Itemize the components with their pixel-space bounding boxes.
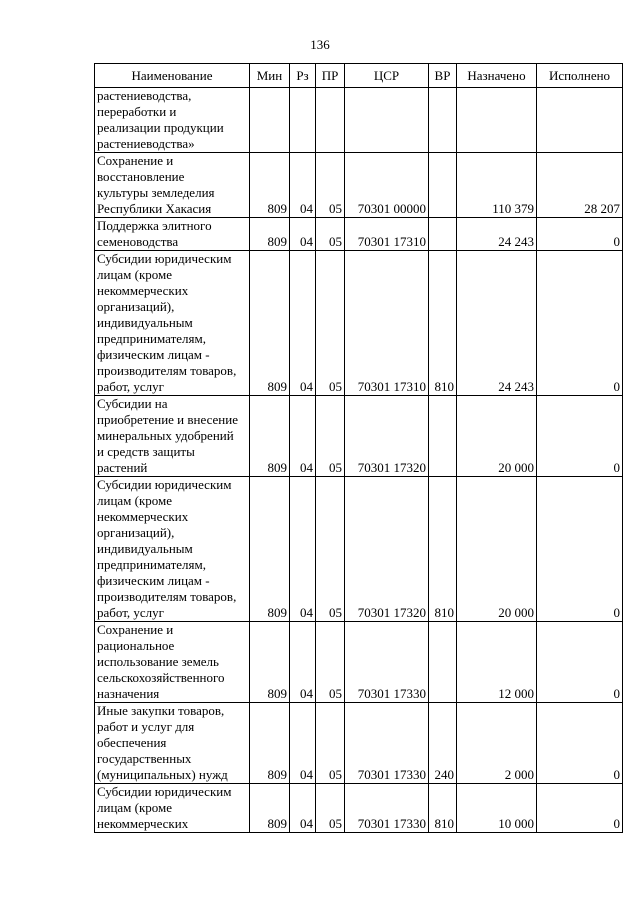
cell-vr: 810 — [429, 251, 457, 396]
header-rz: Рз — [290, 64, 316, 88]
name-line: некоммерческих — [97, 509, 189, 524]
name-line: производителям товаров, — [97, 363, 237, 378]
header-vr: ВР — [429, 64, 457, 88]
name-line: государственных — [97, 751, 192, 766]
cell-vr — [429, 396, 457, 477]
name-line: некоммерческих — [97, 816, 189, 831]
name-line: работ, услуг — [97, 379, 165, 394]
cell-min: 809 — [250, 622, 290, 703]
name-line: индивидуальным — [97, 315, 193, 330]
cell-csr — [345, 88, 429, 153]
name-line: работ, услуг — [97, 605, 165, 620]
cell-assigned: 12 000 — [457, 622, 537, 703]
name-line: организаций), — [97, 525, 175, 540]
cell-csr: 70301 17330 — [345, 703, 429, 784]
name-line: рациональное — [97, 638, 175, 653]
cell-vr — [429, 622, 457, 703]
cell-assigned: 2 000 — [457, 703, 537, 784]
cell-executed: 0 — [537, 622, 623, 703]
cell-csr: 70301 00000 — [345, 153, 429, 218]
cell-csr: 70301 17320 — [345, 477, 429, 622]
cell-rz: 04 — [290, 396, 316, 477]
cell-executed: 0 — [537, 703, 623, 784]
cell-assigned — [457, 88, 537, 153]
name-line: производителям товаров, — [97, 589, 237, 604]
cell-rz: 04 — [290, 251, 316, 396]
cell-pr: 05 — [316, 396, 345, 477]
cell-rz: 04 — [290, 784, 316, 833]
cell-pr: 05 — [316, 622, 345, 703]
cell-rz: 04 — [290, 622, 316, 703]
cell-rz: 04 — [290, 703, 316, 784]
cell-pr: 05 — [316, 251, 345, 396]
table-row — [95, 153, 623, 218]
page-number: 136 — [310, 37, 330, 52]
cell-pr: 05 — [316, 477, 345, 622]
cell-csr: 70301 17310 — [345, 251, 429, 396]
name-line: обеспечения — [97, 735, 167, 750]
cell-name — [95, 396, 250, 477]
name-line: лицам (кроме — [97, 800, 173, 815]
cell-csr: 70301 17320 — [345, 396, 429, 477]
cell-assigned: 10 000 — [457, 784, 537, 833]
name-line: минеральных удобрений — [97, 428, 234, 443]
cell-rz — [290, 88, 316, 153]
name-line: Субсидии юридическим — [97, 251, 232, 266]
cell-pr — [316, 88, 345, 153]
cell-min — [250, 88, 290, 153]
cell-csr: 70301 17330 — [345, 784, 429, 833]
header-name: Наименование — [95, 64, 250, 88]
name-line: (муниципальных) нужд — [97, 767, 228, 782]
name-line: предпринимателям, — [97, 331, 206, 346]
name-line: некоммерческих — [97, 283, 189, 298]
cell-min: 809 — [250, 703, 290, 784]
table-row — [95, 251, 623, 396]
cell-name — [95, 703, 250, 784]
table-body — [95, 88, 623, 833]
cell-executed: 0 — [537, 218, 623, 251]
cell-min: 809 — [250, 218, 290, 251]
cell-assigned: 20 000 — [457, 396, 537, 477]
cell-assigned: 20 000 — [457, 477, 537, 622]
name-line: приобретение и внесение — [97, 412, 238, 427]
cell-pr: 05 — [316, 153, 345, 218]
cell-csr: 70301 17330 — [345, 622, 429, 703]
header-min: Мин — [250, 64, 290, 88]
cell-min: 809 — [250, 251, 290, 396]
header-csr: ЦСР — [345, 64, 429, 88]
cell-name — [95, 477, 250, 622]
cell-csr: 70301 17310 — [345, 218, 429, 251]
cell-name — [95, 784, 250, 833]
name-line: индивидуальным — [97, 541, 193, 556]
name-line: растениеводства, — [97, 88, 192, 103]
header-executed: Исполнено — [537, 64, 623, 88]
cell-vr — [429, 88, 457, 153]
cell-name — [95, 88, 250, 153]
cell-executed: 0 — [537, 477, 623, 622]
cell-name — [95, 622, 250, 703]
name-line: организаций), — [97, 299, 175, 314]
cell-pr: 05 — [316, 784, 345, 833]
cell-executed: 0 — [537, 251, 623, 396]
cell-min: 809 — [250, 153, 290, 218]
name-line: Субсидии юридическим — [97, 784, 232, 799]
name-line: Республики Хакасия — [97, 201, 212, 216]
name-line: переработки и — [97, 104, 177, 119]
cell-name — [95, 153, 250, 218]
budget-table — [94, 63, 623, 833]
table-header-row — [95, 64, 623, 88]
cell-name — [95, 251, 250, 396]
name-line: назначения — [97, 686, 160, 701]
table-row — [95, 622, 623, 703]
cell-min: 809 — [250, 477, 290, 622]
cell-vr: 810 — [429, 784, 457, 833]
name-line: Сохранение и — [97, 153, 174, 168]
name-line: семеноводства — [97, 234, 179, 249]
cell-assigned: 110 379 — [457, 153, 537, 218]
cell-min: 809 — [250, 784, 290, 833]
name-line: растениеводства» — [97, 136, 195, 151]
cell-vr: 240 — [429, 703, 457, 784]
cell-assigned: 24 243 — [457, 218, 537, 251]
cell-pr: 05 — [316, 703, 345, 784]
cell-min: 809 — [250, 396, 290, 477]
table-row — [95, 784, 623, 833]
cell-vr — [429, 218, 457, 251]
name-line: восстановление — [97, 169, 185, 184]
name-line: культуры земледелия — [97, 185, 215, 200]
table-row — [95, 396, 623, 477]
cell-executed: 0 — [537, 784, 623, 833]
name-line: физическим лицам - — [97, 573, 210, 588]
name-line: работ и услуг для — [97, 719, 195, 734]
cell-executed — [537, 88, 623, 153]
cell-pr: 05 — [316, 218, 345, 251]
name-line: лицам (кроме — [97, 493, 173, 508]
name-line: лицам (кроме — [97, 267, 173, 282]
name-line: физическим лицам - — [97, 347, 210, 362]
name-line: Поддержка элитного — [97, 218, 212, 233]
table-row — [95, 477, 623, 622]
cell-vr: 810 — [429, 477, 457, 622]
cell-rz: 04 — [290, 218, 316, 251]
name-line: использование земель — [97, 654, 219, 669]
name-line: предпринимателям, — [97, 557, 206, 572]
cell-name — [95, 218, 250, 251]
table-row — [95, 88, 623, 153]
header-pr: ПР — [316, 64, 345, 88]
name-line: и средств защиты — [97, 444, 195, 459]
cell-rz: 04 — [290, 477, 316, 622]
header-assigned: Назначено — [457, 64, 537, 88]
name-line: сельскохозяйственного — [97, 670, 225, 685]
cell-rz: 04 — [290, 153, 316, 218]
name-line: Субсидии на — [97, 396, 168, 411]
name-line: растений — [97, 460, 148, 475]
name-line: реализации продукции — [97, 120, 224, 135]
cell-assigned: 24 243 — [457, 251, 537, 396]
name-line: Сохранение и — [97, 622, 174, 637]
name-line: Иные закупки товаров, — [97, 703, 225, 718]
table-row — [95, 703, 623, 784]
name-line: Субсидии юридическим — [97, 477, 232, 492]
table-row — [95, 218, 623, 251]
cell-executed: 0 — [537, 396, 623, 477]
cell-executed: 28 207 — [537, 153, 623, 218]
cell-vr — [429, 153, 457, 218]
